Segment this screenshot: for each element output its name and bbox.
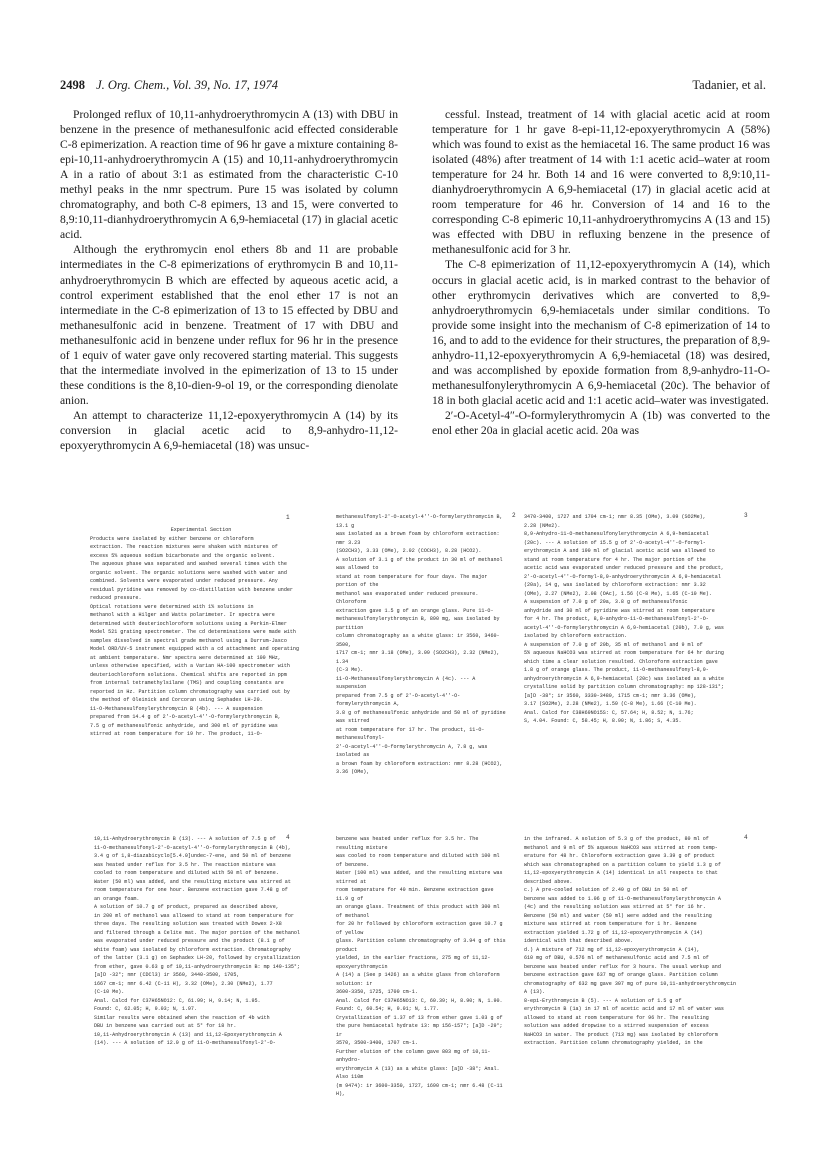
- experimental-line: extraction. The reaction mixtures were shaken with mixtures of: [90, 544, 278, 550]
- experimental-line: DBU in benzene was carried out at 5° for 18 hr.: [94, 1023, 237, 1029]
- experimental-line: stand at room temperature for 4 hr. The major portion of the: [524, 556, 706, 563]
- experimental-line: an orange glass. Treatment of this product with 300 ml of methanol: [336, 904, 500, 919]
- experimental-line: c.) A pre-cooled solution of 2.49 g of DBU in 50 ml of: [524, 887, 688, 893]
- experimental-line: 3.17 (SO2Me), 2.28 (NMe2), 1.59 (C-8 Me), 1.66 (C-10 Me).: [524, 701, 697, 707]
- experimental-line: [a]D -32°; nmr (CDCl3) ir 3560, 3440-3500, 1705,: [94, 972, 240, 978]
- experimental-line: a brown foam by chloroform extraction: nmr 8.28 (HCO2), 3.36 (OMe),: [336, 760, 503, 775]
- experimental-line: stand at room temperature for four days. The major portion of the: [336, 573, 488, 588]
- experimental-line: from internal tetramethylsilane (TMS) and coupling constants are: [90, 680, 284, 686]
- experimental-line: 7.5 g of methanesulfonic anhydride, and 300 ml of pyridine was: [90, 722, 278, 729]
- body-paragraph: Although the erythromycin enol ethers 8b and 11 are probable intermediates in the C-8 epimerizations of erythromycin B and 10,11-anhydroerythromycin B which are effected by aqueous acetic acid, a control experiment established that the enol ether 17 is not an intermediate in the C-8 epimerization of 13 to 15 effected by DBU and methanesulfonic acid in benzene. Treatment of 17 with DBU and methanesulfonic acid in benzene under reflux for 96 hr in the presence of 1 equiv of water gave only recovered starting material. This suggests that the intermediate involved in the epimerization of 13 to 15 under these conditions is the 8,10-dien-9-ol 19, or the corresponding dienolate anion.: [60, 243, 398, 407]
- experimental-line: from ether, gave 0.63 g of 10,11-anhydroerythromycin B: mp 149-135°;: [94, 963, 300, 970]
- experimental-line: reported in Hz. Partition column chromatography was carried out by: [90, 688, 290, 695]
- experimental-panel-5: [336, 835, 506, 1097]
- experimental-line: was isolated as a brown foam by chloroform extraction: nmr 3.23: [336, 531, 500, 546]
- experimental-line: reduced pressure.: [90, 595, 142, 601]
- experimental-line: methanesulfonyl-2'-O-acetyl-4''-O-formylerythromycin B, 13.1 g: [336, 514, 503, 529]
- running-header: [60, 78, 766, 96]
- experimental-line: at ambient temperature. Nmr spectra were determined at 100 MHz,: [90, 654, 281, 661]
- experimental-line: 2'-O-acetyl-4''-O-formyl-8,9-anhydroerythromycin A 6,9-hemiacetal: [524, 573, 721, 580]
- experimental-line: cooled to room temperature and diluted with 50 ml of benzene.: [94, 870, 279, 876]
- experimental-line: determined with deuteriochloroform solutions using a Perkin-Elmer: [90, 620, 287, 627]
- experimental-line: in 200 ml of methanol was allowed to stand at room temperature for: [94, 912, 294, 919]
- panel-page-mark: 3: [744, 512, 748, 519]
- experimental-line: A suspension of 7.0 g of 20a, 3.8 g of methanesulfonic: [524, 599, 688, 605]
- experimental-line: extraction. Partition column chromatography yielded, in the: [524, 1040, 703, 1046]
- experimental-line: 3570, 3500-3400, 1707 cm-1.: [336, 1040, 418, 1046]
- experimental-line: Model ORD/UV-5 instrument equipped with a cd attachment and operating: [90, 646, 299, 652]
- experimental-line: samples dissolved in spectral grade methanol using a Durrum-Jasco: [90, 637, 287, 644]
- experimental-line: Water (100 ml) was added, and the resulting mixture was stirred at: [336, 870, 503, 885]
- experimental-line: combined. Solvents were evaporated under reduced pressure. Any: [90, 578, 278, 584]
- experimental-panel-4: [94, 835, 312, 1097]
- experimental-line: mixture was stirred at room temperature for 1 hr. Benzene: [524, 921, 697, 927]
- experimental-line: methanol with a Hilger and Watts polarimeter. Ir spectra were: [90, 612, 275, 618]
- experimental-line: 11-O-methanesulfonyl-2'-O-acetyl-4''-O-formylerythromycin B (4b),: [94, 844, 291, 851]
- experimental-line: 11,12-epoxyerythromycin A (14) identical in all respects to that: [524, 870, 718, 876]
- experimental-line: 3600-3350, 1725, 1700 cm-1.: [336, 989, 418, 995]
- experimental-line: prepared from 7.5 g of 2'-O-acetyl-4''-O-formylerythromycin A,: [336, 692, 461, 707]
- experimental-line: Optical rotations were determined with 1% solutions in: [90, 603, 254, 610]
- experimental-line: the method of Oleinick and Corcoran using Sephadex LH-20.: [90, 697, 263, 703]
- experimental-line: Water (50 ml) was added, and the resulting mixture was stirred at: [94, 878, 291, 885]
- experimental-line: erythromycin A (13) as a white glass: [a]D -38°; Anal. Also 110m: [336, 1065, 500, 1080]
- experimental-line: 11-O-Methanesulfonylerythromycin A (4c). --- A suspension: [336, 675, 476, 690]
- experimental-line: (4c) and the resulting solution was stirred at 5° for 16 hr.: [524, 904, 706, 910]
- experimental-line: 3.4 g of 1,8-diazabicyclo[5.4.0]undec-7-ene, and 50 ml of benzene: [94, 853, 291, 859]
- experimental-line: 3.8 g of methanesulfonic anhydride and 50 ml of pyridine was stirred: [336, 709, 506, 724]
- author-running-head: Tadanier, et al.: [692, 78, 766, 92]
- experimental-line: acetyl-4''-O-formylerythromycin A 6,9-hemiacetal (20b), 7.0 g, was: [524, 624, 724, 631]
- experimental-line: anhydride and 30 ml of pyridine was stirred at room temperature: [524, 607, 715, 614]
- panel-page-mark: 4: [286, 834, 290, 841]
- experimental-line: Similar results were obtained when the reaction of 4b with: [94, 1014, 270, 1021]
- experimental-line: solution was added dropwise to a stirred suspension of excess: [524, 1023, 709, 1029]
- experimental-line: benzene was heated under reflux for 3.5 hr. The resulting mixture: [336, 836, 479, 851]
- experimental-line: erythromycin B (1a) in 17 ml of acetic acid and 17 ml of water was: [524, 1006, 724, 1012]
- body-paragraph: The C-8 epimerization of 11,12-epoxyerythromycin A (14), which occurs in glacial acetic acid, is in marked contrast to the behavior of other erythromycin derivatives which are converted to 8,9-anhydroerythromycin 6,9-hemiacetals under similar conditions. To provide some insight into the mechanism of C-8 epimerization of 14 to 16, and to add to the evidence for their structures, the preparation of 8,9-anhydro-11,12-epoxyerythromycin A 6,9-hemiacetal (18) was desired, and was accomplished by epoxide formation from 8,9-anhydro-11-O-methanesulfonylerythromycin A 6,9-hemiacetal (20c). The behavior of 18 in both glacial acetic acid and 1:1 acetic acid–water was investigated.: [432, 258, 770, 407]
- header-left: [60, 78, 278, 93]
- experimental-line: crystalline solid by partition column chromatography: mp 128-131°;: [524, 684, 724, 690]
- experimental-line: (20c). --- A solution of 15.5 g of 2'-O-acetyl-4''-O-formyl-: [524, 539, 706, 546]
- experimental-panel-6: [524, 835, 738, 1097]
- experimental-line: of the latter (3.1 g) on Sephadex LH-20, followed by crystallization: [94, 955, 300, 961]
- experimental-line: 610 mg of DBU, 0.576 ml of methanesulfonic acid and 7.5 ml of: [524, 955, 709, 961]
- experimental-line: Model 521 grating spectrometer. The cd determinations were made with: [90, 629, 296, 635]
- experimental-line: 10,11-Anhydroerythromycin A (13) and 11,12-Epoxyerythromycin A: [94, 1031, 282, 1038]
- experimental-line: (20a), 14 g, was isolated by chloroform extraction: nmr 3.32: [524, 582, 706, 588]
- experimental-line: Further elution of the column gave 803 mg of 10,11-anhydro-: [336, 1048, 491, 1063]
- experimental-line: acetic acid was evaporated under reduced pressure and the product,: [524, 565, 724, 571]
- experimental-line: Found: C, 62.05; H, 9.03; N, 1.97.: [94, 1006, 197, 1012]
- panel-page-mark: 2: [512, 512, 516, 519]
- article-column-right: [432, 107, 770, 438]
- experimental-line: 2.28 (NMe2).: [524, 522, 561, 529]
- experimental-line: methanol and 9 ml of 5% aqueous NaHCO3 was stirred at room temp-: [524, 844, 718, 851]
- experimental-line: and filtered through a Celite mat. The major portion of the methanol: [94, 929, 300, 936]
- experimental-line: yielded, in the earlier fractions, 275 mg of 11,12-epoxyerythromycin: [336, 955, 491, 970]
- experimental-line: prepared from 14.4 g of 2'-O-acetyl-4''-O-formylerythromycin B,: [90, 714, 281, 720]
- body-paragraph: 2′-O-Acetyl-4″-O-formylerythromycin A (1b) was converted to the enol ether 20a in glacial acetic acid. 20a was: [432, 408, 770, 437]
- experimental-line: for 4 hr. The product, 8,9-anhydro-11-O-methanesulfonyl-2'-O-: [524, 616, 709, 622]
- experimental-line: allowed to stand at room temperature for 96 hr. The resulting: [524, 1014, 709, 1021]
- experimental-line: d.) A mixture of 712 mg of 11,12-epoxyerythromycin A (14),: [524, 946, 700, 953]
- experimental-line: which was chromatographed on a partition column to yield 1.3 g of: [524, 861, 721, 868]
- experimental-line: Products were isolated by either benzene or chloroform: [90, 535, 254, 542]
- experimental-line: isolated by chloroform extraction.: [524, 633, 627, 639]
- experimental-line: 5% aqueous NaHCO3 was stirred at room temperature for 64 hr during: [524, 650, 724, 656]
- experimental-line: excess 5% aqueous sodium bicarbonate and the organic solvent.: [90, 552, 275, 559]
- body-paragraph: cessful. Instead, treatment of 14 with glacial acetic acid at room temperature for 1 hr gave 8-epi-11,12-epoxyerythromycin A (58%) which was found to exist as the hemiacetal 16. The same product 16 was isolated (48%) after treatment of 14 with 1:1 acetic acid–water at room temperature for 24 hr. Both 14 and 16 were converted to 8,9:10,11-dianhydroerythromycin A 6,9-hemiacetal (17) in glacial acetic acid at room temperature for 46 hr. Conversion of 14 and 16 to the corresponding C-8 epimeric 10,11-anhydroerythromycins A (13 and 15) was effected with DBU in refluxing benzene in the presence of methanesulfonic acid for 3 hr.: [432, 108, 770, 257]
- experimental-line: erythromycin A and 190 ml of glacial acetic acid was allowed to: [524, 548, 715, 554]
- experimental-line: benzene was added to 1.06 g of 11-O-methanesulfonylerythromycin A: [524, 895, 721, 902]
- experimental-line: Found: C, 60.54; H, 9.01; N, 1.77.: [336, 1006, 439, 1012]
- experimental-line: deuteriochloroform solutions. Chemical shifts are reported in ppm: [90, 671, 287, 678]
- experimental-line: benzene was heated under reflux for 3 hours. The usual workup and: [524, 963, 721, 970]
- experimental-line: Anal. Calcd for C37H65NO13: C, 60.39; H, 8.90; N, 1.90.: [336, 997, 503, 1004]
- experimental-line: residual pyridine was removed by co-distillation with benzene under: [90, 586, 293, 593]
- experimental-line: white foam) was isolated by chloroform extraction. Chromatography: [94, 946, 291, 953]
- experimental-line: Crystallization of 1.37 of 13 from ether gave 1.03 g of: [336, 1014, 503, 1021]
- body-paragraph: An attempt to characterize 11,12-epoxyerythromycin A (14) by its conversion in glacial acetic acid to 8,9-anhydro-11,12-epoxyerythromycin A 6,9-hemiacetal (18) was unsuc-: [60, 408, 398, 453]
- experimental-line: chromatography of 632 mg gave 307 mg of pure 10,11-anhydroerythromycin: [524, 980, 737, 987]
- experimental-line: the pure hemiacetal hydrate 13: mp 156-157°; [a]D -29°; ir: [336, 1023, 503, 1038]
- experimental-line: The aqueous phase was separated and washed several times with the: [90, 561, 287, 567]
- experimental-line: three days. The resulting solution was treated with Dowex 2-X8: [94, 921, 282, 927]
- experimental-line: room temperature for one hour. Benzene extraction gave 7.48 g of: [94, 887, 288, 893]
- experimental-panel-3: [524, 513, 738, 776]
- experimental-line: Experimental Section: [170, 527, 232, 533]
- experimental-line: S, 4.04. Found: C, 58.45; H, 8.90; N, 1.86; S, 4.35.: [524, 718, 682, 724]
- experimental-line: an orange foam.: [94, 895, 140, 902]
- experimental-line: glass. Partition column chromatography of 3.94 g of this product: [336, 938, 506, 953]
- body-paragraph: Prolonged reflux of 10,11-anhydroerythromycin A (13) with DBU in benzene in the presence of methanesulfonic acid effected considerable C-8 epimerization. A reaction time of 96 hr gave a mixture containing 8-epi-10,11-anhydroerythromycin A (15) and 10,11-anhydroerythromycin A in a ratio of about 3:1 as estimated from the characteristic C-10 methyl peaks in the nmr spectrum. Pure 15 was isolated by column chromatography, and both C-8 epimers, 13 and 15, were converted to 8,9:10,11-dianhydroerythromycin A 6,9-hemiacetal (17) in glacial acetic acid.: [60, 108, 398, 242]
- experimental-line: extraction yielded 1.72 g of 11,12-epoxyerythromycin A (14): [524, 929, 703, 936]
- experimental-line: for 20 hr followed by chloroform extraction gave 10.7 g of yellow: [336, 921, 503, 936]
- experimental-line: 11-O-Methanesulfonylerythromycin B (4b). --- A suspension: [90, 705, 263, 712]
- experimental-line: 10,11-Anhydroerythromycin B (13). --- A solution of 7.5 g of: [94, 836, 276, 842]
- experimental-line: in the infrared. A solution of 5.3 g of the product, 80 ml of: [524, 836, 709, 842]
- experimental-line: stirred at room temperature for 19 hr. The product, 11-O-: [90, 731, 263, 737]
- experimental-line: column chromatography as a white glass: ir 3560, 3460-3500,: [336, 633, 500, 648]
- experimental-panel-2: [336, 513, 506, 776]
- experimental-line: (C-3 Me).: [336, 667, 364, 673]
- experimental-line: described above.: [524, 878, 573, 885]
- experimental-line: 3470-3400, 1727 and 1704 cm-1; nmr 8.35 (OMe), 3.09 (SO2Me),: [524, 514, 706, 520]
- experimental-line: (SO2CH3), 3.33 (OMe), 2.02 (COCH3), 8.28 (HCO2).: [336, 548, 482, 554]
- experimental-line: (m 9474): ir 3600-3350, 1727, 1690 cm-1; nmr 6.48 (C-11 H),: [336, 1082, 503, 1097]
- experimental-line: 1717 cm-1; nmr 3.18 (OMe), 3.09 (SO2CH3), 2.32 (NMe2), 1.34: [336, 650, 500, 665]
- experimental-line: 8-epi-Erythromycin B (5). --- A solution of 1.5 g of: [524, 997, 682, 1004]
- experimental-line: [a]D -38°; ir 3560, 3330-3480, 1715 cm-1; nmr 3.36 (OMe),: [524, 692, 697, 699]
- experimental-line: A solution of 3.1 g of the product in 30 ml of methanol was allowed to: [336, 556, 503, 571]
- experimental-line: Anal. Calcd for C37H65NO12: C, 61.99; H, 9.14; N, 1.95.: [94, 997, 261, 1004]
- experimental-line: (14). --- A solution of 12.0 g of 11-O-methanesulfonyl-2'-O-: [94, 1040, 276, 1046]
- experimental-line: extraction gave 1.5 g of an orange glass. Pure 11-O-: [336, 607, 494, 614]
- experimental-panel-1: [90, 526, 312, 776]
- experimental-line: 1667 cm-1; nmr 6.42 (C-11 H), 3.32 (OMe), 2.30 (NMe2), 1.77: [94, 980, 273, 987]
- experimental-line: organic solvent. The organic solutions were washed with water and: [90, 569, 287, 576]
- experimental-line: which time a clear solution resulted. Chloroform extraction gave: [524, 658, 718, 665]
- experimental-line: anhydroerythromycin A 6,9-hemiacetal (20c) was isolated as a white: [524, 675, 724, 682]
- panel-page-mark: 4: [744, 834, 748, 841]
- page-number: 2498: [60, 78, 85, 92]
- experimental-line: 1.8 g of orange glass. The product, 11-O-methanesulfonyl-8,9-: [524, 667, 709, 673]
- experimental-line: (C-10 Me).: [94, 989, 125, 995]
- experimental-line: A suspension of 7.0 g of 20b, 35 ml of methanol and 9 ml of: [524, 641, 703, 648]
- experimental-line: was evaporated under reduced pressure and the product (8.1 g of: [94, 938, 285, 944]
- article-column-left: [60, 107, 398, 453]
- panel-page-mark: 1: [286, 514, 290, 521]
- experimental-line: was heated under reflux for 3.5 hr. The reaction mixture was: [94, 861, 276, 868]
- experimental-line: erature for 48 hr. Chloroform extraction gave 3.39 g of product: [524, 853, 715, 859]
- experimental-line: A (14) a (See p 1426) as a white glass from chloroform solution: ir: [336, 972, 500, 987]
- experimental-line: Anal. Calcd for C38H69NO15S: C, 57.64; H, 8.52; N, 1.76;: [524, 709, 694, 716]
- experimental-line: identical with that described above.: [524, 938, 634, 944]
- experimental-line: 8,9-Anhydro-11-O-methanesulfonylerythromycin A 6,9-hemiacetal: [524, 531, 709, 537]
- experimental-line: room temperature for 40 min. Benzene extraction gave 11.9 g of: [336, 887, 494, 902]
- journal-citation: J. Org. Chem., Vol. 39, No. 17, 1974: [96, 78, 278, 92]
- experimental-line: was cooled to room temperature and diluted with 100 ml of benzene.: [336, 853, 500, 868]
- experimental-line: methanol was evaporated under reduced pressure. Chloroform: [336, 590, 479, 605]
- experimental-line: benzene extraction gave 637 mg of orange glass. Partition column: [524, 972, 718, 978]
- experimental-line: A solution of 10.7 g of product, prepared as described above,: [94, 904, 279, 910]
- experimental-line: at room temperature for 17 hr. The product, 11-O-methanesulfonyl-: [336, 726, 485, 741]
- experimental-line: 2'-O-acetyl-4''-O-formylerythromycin A, 7.8 g, was isolated as: [336, 743, 488, 758]
- experimental-line: unless otherwise specified, with a Varian HA-100 spectrometer with: [90, 663, 290, 669]
- experimental-line: Benzene (50 ml) and water (50 ml) were added and the resulting: [524, 912, 712, 919]
- experimental-line: A (13).: [524, 989, 546, 995]
- experimental-line: NaHCO3 in water. The product (713 mg) was isolated by chloroform: [524, 1031, 718, 1038]
- experimental-line: methanesulfonylerythromycin B, 890 mg, was isolated by partition: [336, 616, 500, 631]
- experimental-line: (OMe), 2.27 (NMe2), 2.08 (OAc), 1.56 (C-8 Me), 1.65 (C-10 Me).: [524, 590, 712, 597]
